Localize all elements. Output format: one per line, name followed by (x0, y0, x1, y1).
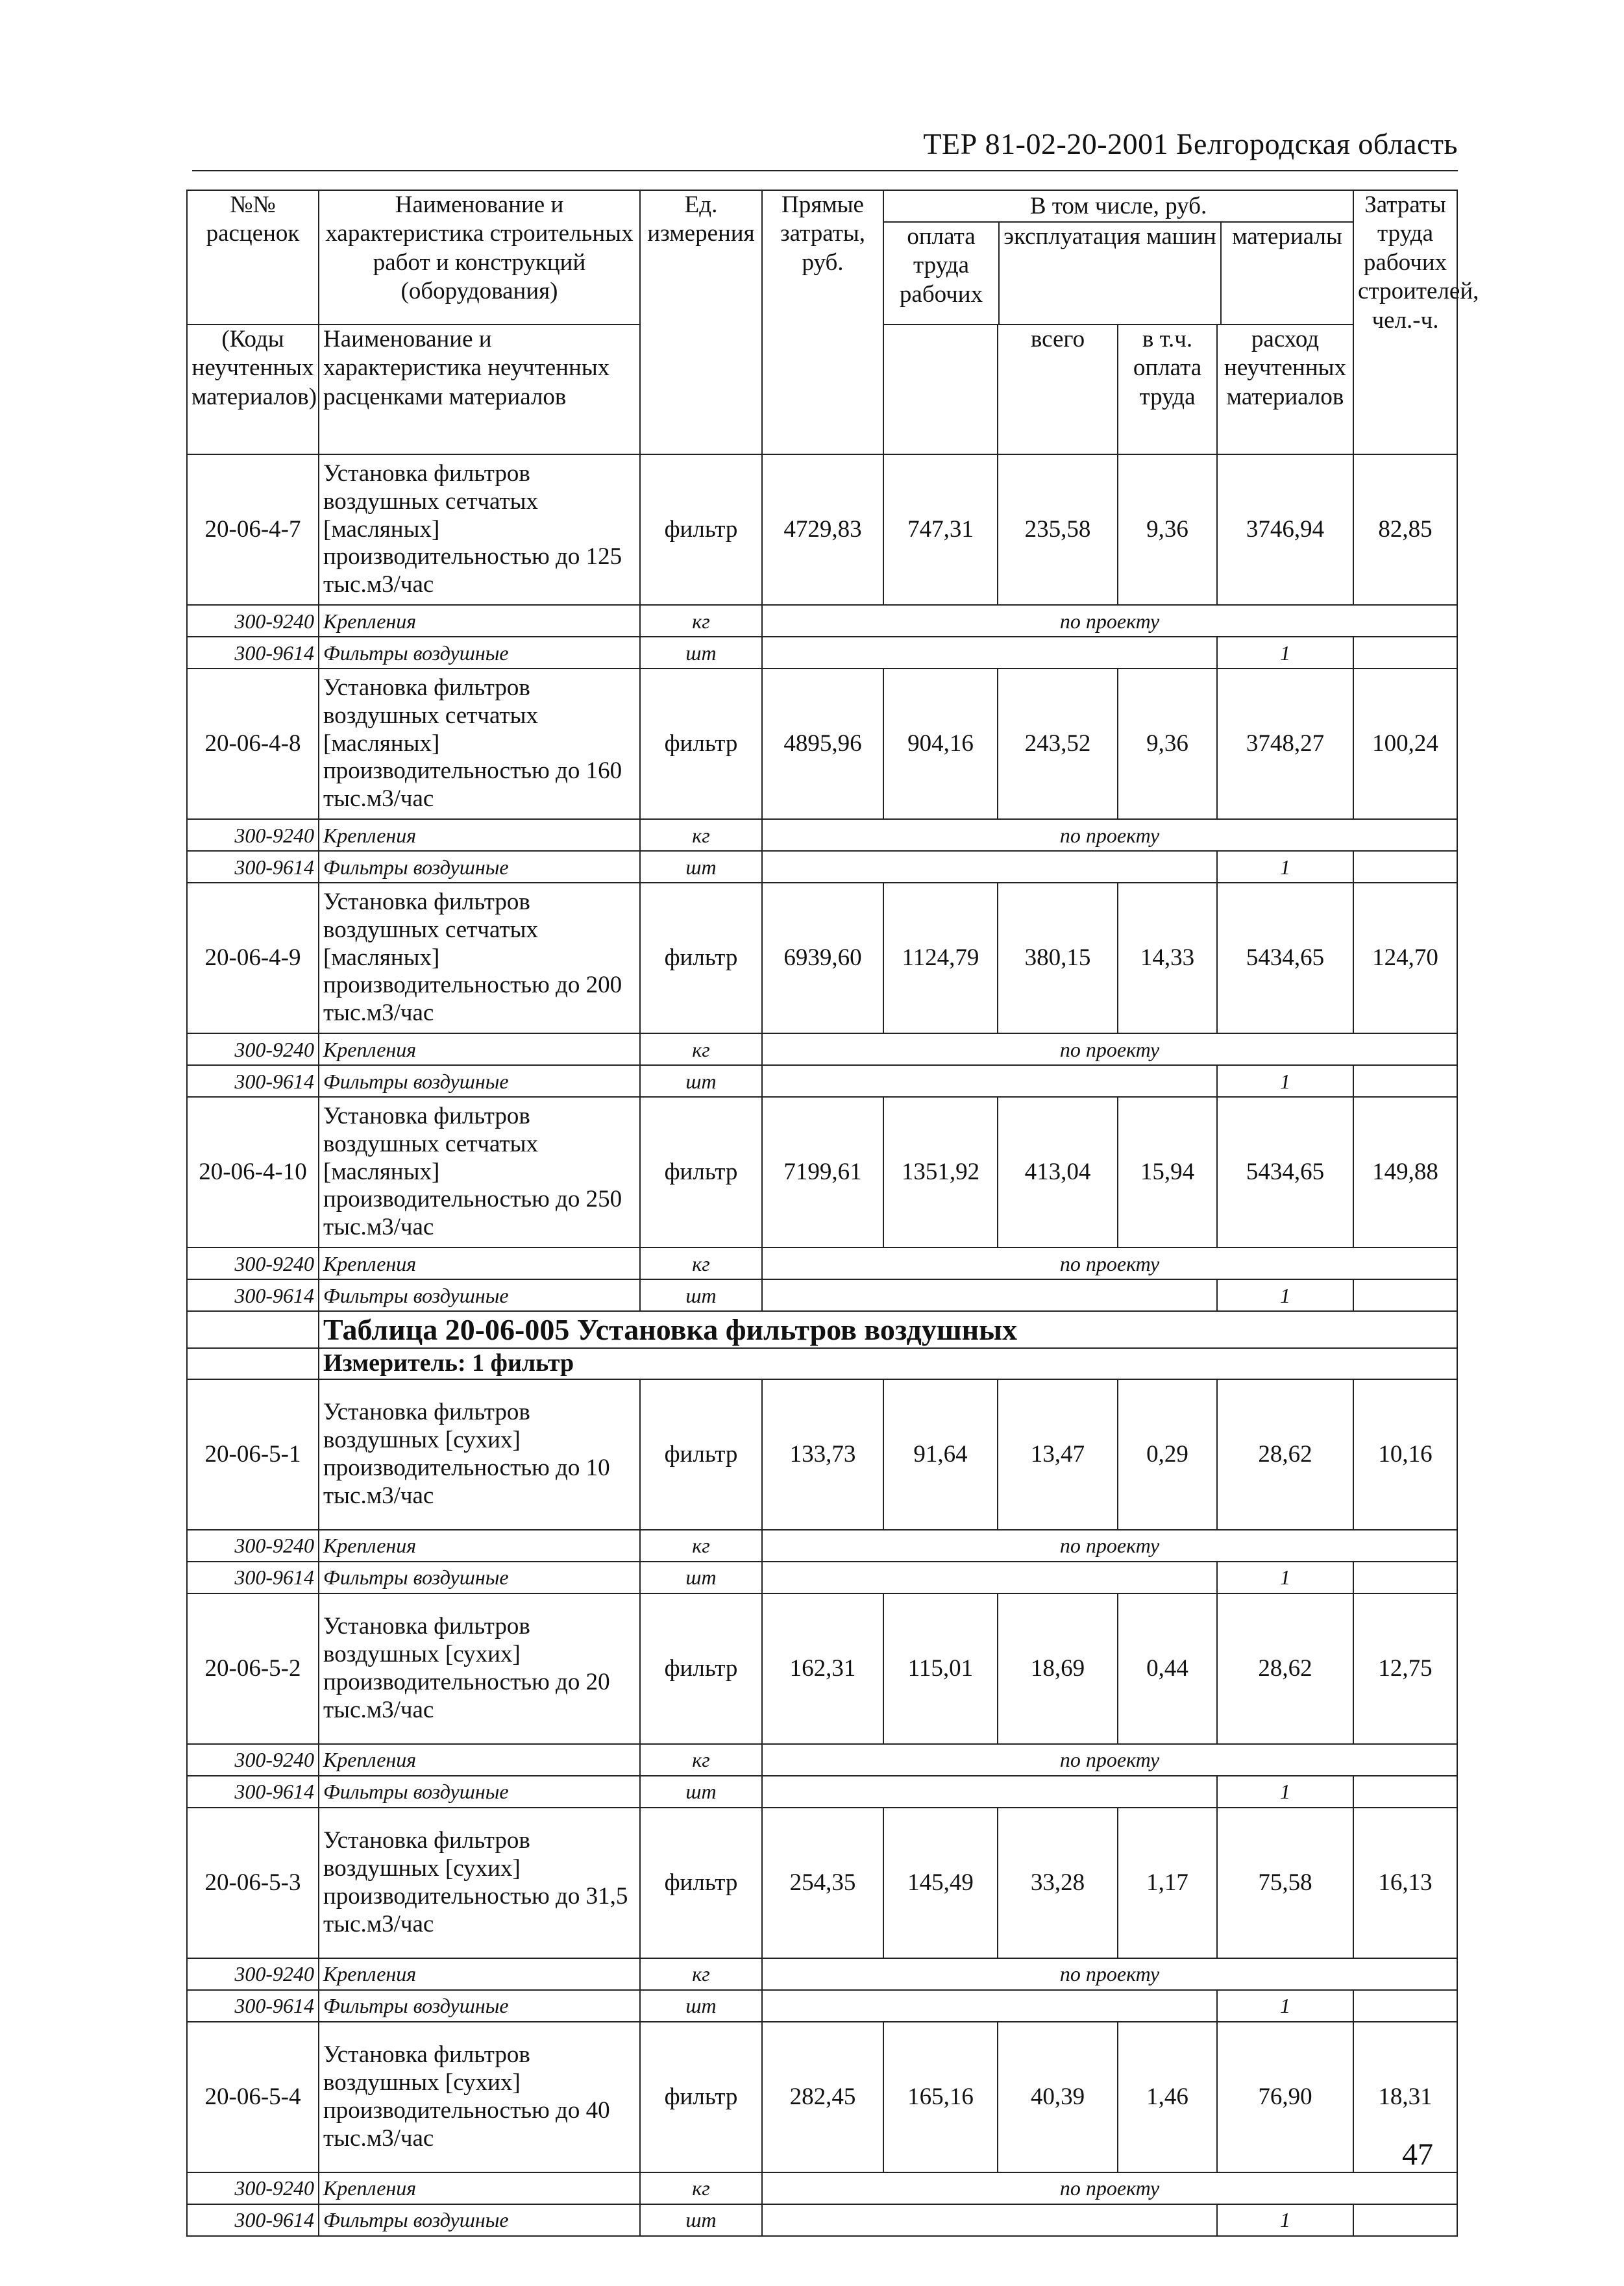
material-row (187, 1990, 1457, 2022)
material-value: 1 (1217, 1562, 1353, 1593)
material-value: по проекту (762, 2172, 1457, 2204)
col-header-code2: (Коды неучтенных материалов) (187, 325, 319, 454)
empty-cell (762, 1990, 1217, 2022)
material-name: Фильтры воздушные (319, 851, 640, 883)
unit: фильтр (640, 883, 762, 1033)
col-header-machines-pay: в т.ч. оплата труда (1118, 325, 1217, 454)
page-number: 47 (1402, 2137, 1433, 2172)
rate-code: 20-06-5-4 (187, 2022, 319, 2172)
rate-row (187, 883, 1457, 1033)
rate-code: 20-06-5-1 (187, 1379, 319, 1530)
material-unit: кг (640, 1033, 762, 1065)
rate-row (187, 1379, 1457, 1530)
table-title: Таблица 20-06-005 Установка фильтров воздушных (319, 1311, 1457, 1348)
labor-hours: 10,16 (1353, 1379, 1457, 1530)
col-header-direct: Прямые затраты, руб. (762, 190, 883, 454)
rate-row (187, 669, 1457, 819)
machines-labor: 9,36 (1118, 669, 1217, 819)
labor-pay: 145,49 (883, 1808, 998, 1958)
labor-pay: 1124,79 (883, 883, 998, 1033)
machines-total: 243,52 (998, 669, 1118, 819)
rate-code: 20-06-5-2 (187, 1593, 319, 1744)
machines-total: 413,04 (998, 1097, 1118, 1247)
col-header-name: Наименование и характеристика строительных работ и конструкций (оборудования) (319, 190, 640, 325)
machines-total: 13,47 (998, 1379, 1118, 1530)
table-measure: Измеритель: 1 фильтр (319, 1348, 1457, 1379)
labor-pay: 747,31 (883, 454, 998, 605)
material-unit: кг (640, 1744, 762, 1776)
material-code: 300-9240 (187, 1530, 319, 1562)
labor-pay: 1351,92 (883, 1097, 998, 1247)
machines-labor: 15,94 (1118, 1097, 1217, 1247)
empty-cell (762, 1776, 1217, 1808)
unit: фильтр (640, 2022, 762, 2172)
col-header-labor-cost: Затраты труда рабочих строителей, чел.-ч. (1353, 190, 1457, 454)
empty-cell (1353, 1990, 1457, 2022)
material-value: 1 (1217, 2204, 1353, 2236)
material-row (187, 1776, 1457, 1808)
rate-row (187, 2022, 1457, 2172)
material-value: по проекту (762, 605, 1457, 637)
material-code: 300-9240 (187, 1744, 319, 1776)
material-unit: шт (640, 851, 762, 883)
direct-cost: 162,31 (762, 1593, 883, 1744)
machines-total: 33,28 (998, 1808, 1118, 1958)
empty-cell (762, 2204, 1217, 2236)
material-value: 1 (1217, 637, 1353, 669)
materials: 5434,65 (1217, 883, 1353, 1033)
material-value: 1 (1217, 1776, 1353, 1808)
material-name: Крепления (319, 1033, 640, 1065)
material-name: Крепления (319, 605, 640, 637)
work-name: Установка фильтров воздушных [сухих] производительностью до 31,5 тыс.м3/час (319, 1808, 640, 1958)
work-name: Установка фильтров воздушных сетчатых [масляных] производительностью до 200 тыс.м3/час (319, 883, 640, 1033)
material-name: Крепления (319, 1958, 640, 1990)
machines-labor: 1,17 (1118, 1808, 1217, 1958)
material-row (187, 1744, 1457, 1776)
material-row (187, 1033, 1457, 1065)
material-name: Крепления (319, 819, 640, 851)
col-header-machines-total: всего (998, 325, 1118, 454)
material-row (187, 1247, 1457, 1279)
direct-cost: 282,45 (762, 2022, 883, 2172)
materials: 28,62 (1217, 1593, 1353, 1744)
work-name: Установка фильтров воздушных сетчатых [масляных] производительностью до 125 тыс.м3/час (319, 454, 640, 605)
material-name: Фильтры воздушные (319, 2204, 640, 2236)
machines-total: 235,58 (998, 454, 1118, 605)
material-value: 1 (1217, 1065, 1353, 1097)
material-code: 300-9240 (187, 2172, 319, 2204)
material-row (187, 1065, 1457, 1097)
unit: фильтр (640, 1379, 762, 1530)
labor-pay: 91,64 (883, 1379, 998, 1530)
material-row (187, 819, 1457, 851)
rate-code: 20-06-4-9 (187, 883, 319, 1033)
labor-hours: 100,24 (1353, 669, 1457, 819)
labor-hours: 16,13 (1353, 1808, 1457, 1958)
material-row (187, 1279, 1457, 1311)
direct-cost: 7199,61 (762, 1097, 883, 1247)
work-name: Установка фильтров воздушных [сухих] производительностью до 10 тыс.м3/час (319, 1379, 640, 1530)
empty-cell (762, 1065, 1217, 1097)
materials: 3746,94 (1217, 454, 1353, 605)
direct-cost: 4729,83 (762, 454, 883, 605)
rate-code: 20-06-5-3 (187, 1808, 319, 1958)
col-header-incl-group (883, 190, 1353, 325)
unit: фильтр (640, 1097, 762, 1247)
machines-labor: 0,44 (1118, 1593, 1217, 1744)
col-header-labor-pay: оплата труда рабочих (884, 223, 1000, 324)
material-unit: кг (640, 1530, 762, 1562)
col-header-unit: Ед. измерения (640, 190, 762, 454)
machines-labor: 14,33 (1118, 883, 1217, 1033)
material-code: 300-9614 (187, 1279, 319, 1311)
material-value: 1 (1217, 1990, 1353, 2022)
rate-row (187, 1097, 1457, 1247)
rate-row (187, 1808, 1457, 1958)
material-name: Фильтры воздушные (319, 1065, 640, 1097)
col-header-materials: материалы (1232, 223, 1342, 250)
material-unit: шт (640, 1562, 762, 1593)
material-name: Крепления (319, 1744, 640, 1776)
material-unit: шт (640, 1065, 762, 1097)
work-name: Установка фильтров воздушных [сухих] производительностью до 40 тыс.м3/час (319, 2022, 640, 2172)
material-unit: шт (640, 637, 762, 669)
machines-labor: 0,29 (1118, 1379, 1217, 1530)
material-value: 1 (1217, 851, 1353, 883)
empty-cell (1353, 1776, 1457, 1808)
material-value: по проекту (762, 1958, 1457, 1990)
material-code: 300-9614 (187, 637, 319, 669)
empty-cell (187, 1348, 319, 1379)
empty-cell (762, 637, 1217, 669)
work-name: Установка фильтров воздушных сетчатых [масляных] производительностью до 250 тыс.м3/час (319, 1097, 640, 1247)
material-value: по проекту (762, 1247, 1457, 1279)
material-code: 300-9614 (187, 1990, 319, 2022)
col-header-materials-use: расход неучтенных материалов (1217, 325, 1353, 454)
direct-cost: 6939,60 (762, 883, 883, 1033)
unit: фильтр (640, 454, 762, 605)
material-value: по проекту (762, 1530, 1457, 1562)
labor-hours: 124,70 (1353, 883, 1457, 1033)
labor-hours: 82,85 (1353, 454, 1457, 605)
material-unit: шт (640, 2204, 762, 2236)
empty-cell (762, 851, 1217, 883)
rate-row (187, 454, 1457, 605)
material-code: 300-9240 (187, 1033, 319, 1065)
material-unit: кг (640, 1958, 762, 1990)
material-unit: шт (640, 1776, 762, 1808)
labor-pay: 115,01 (883, 1593, 998, 1744)
material-value: по проекту (762, 819, 1457, 851)
machines-total: 380,15 (998, 883, 1118, 1033)
material-name: Фильтры воздушные (319, 1776, 640, 1808)
labor-hours: 18,31 (1353, 2022, 1457, 2172)
unit: фильтр (640, 1593, 762, 1744)
machines-labor: 9,36 (1118, 454, 1217, 605)
material-code: 300-9614 (187, 1065, 319, 1097)
material-value: по проекту (762, 1744, 1457, 1776)
rate-row (187, 1593, 1457, 1744)
col-header-code: №№ расценок (187, 190, 319, 325)
material-value: 1 (1217, 1279, 1353, 1311)
rate-code: 20-06-4-10 (187, 1097, 319, 1247)
empty-cell (1353, 1279, 1457, 1311)
material-row (187, 637, 1457, 669)
material-name: Фильтры воздушные (319, 637, 640, 669)
empty-cell (762, 1562, 1217, 1593)
rates-table (186, 190, 1479, 2237)
material-code: 300-9614 (187, 1776, 319, 1808)
materials: 76,90 (1217, 2022, 1353, 2172)
rate-code: 20-06-4-8 (187, 669, 319, 819)
col-header-name2: Наименование и характеристика неучтенных расценками материалов (319, 325, 640, 454)
material-code: 300-9614 (187, 1562, 319, 1593)
empty-cell (1353, 851, 1457, 883)
material-name: Фильтры воздушные (319, 1279, 640, 1311)
col-header-incl: В том числе, руб. (884, 191, 1353, 223)
material-unit: кг (640, 605, 762, 637)
materials: 5434,65 (1217, 1097, 1353, 1247)
material-row (187, 851, 1457, 883)
materials: 75,58 (1217, 1808, 1353, 1958)
material-name: Фильтры воздушные (319, 1562, 640, 1593)
direct-cost: 133,73 (762, 1379, 883, 1530)
labor-hours: 12,75 (1353, 1593, 1457, 1744)
material-name: Крепления (319, 2172, 640, 2204)
material-code: 300-9240 (187, 819, 319, 851)
labor-pay: 904,16 (883, 669, 998, 819)
material-row (187, 2172, 1457, 2204)
empty-cell (1353, 637, 1457, 669)
col-header-machines: эксплуатация машин (1000, 223, 1222, 324)
work-name: Установка фильтров воздушных сетчатых [масляных] производительностью до 160 тыс.м3/час (319, 669, 640, 819)
empty-cell (187, 1311, 319, 1348)
unit: фильтр (640, 1808, 762, 1958)
direct-cost: 254,35 (762, 1808, 883, 1958)
table-title-row (187, 1311, 1457, 1348)
empty-cell (1353, 1562, 1457, 1593)
rate-code: 20-06-4-7 (187, 454, 319, 605)
labor-pay: 165,16 (883, 2022, 998, 2172)
material-row (187, 1958, 1457, 1990)
direct-cost: 4895,96 (762, 669, 883, 819)
machines-total: 18,69 (998, 1593, 1118, 1744)
empty-cell (762, 1279, 1217, 1311)
material-row (187, 1530, 1457, 1562)
material-code: 300-9240 (187, 1958, 319, 1990)
machines-labor: 1,46 (1118, 2022, 1217, 2172)
unit: фильтр (640, 669, 762, 819)
material-code: 300-9614 (187, 851, 319, 883)
materials: 3748,27 (1217, 669, 1353, 819)
material-row (187, 2204, 1457, 2236)
table-measure-row (187, 1348, 1457, 1379)
material-unit: кг (640, 2172, 762, 2204)
labor-hours: 149,88 (1353, 1097, 1457, 1247)
material-name: Крепления (319, 1247, 640, 1279)
material-unit: шт (640, 1990, 762, 2022)
empty-cell (1353, 2204, 1457, 2236)
material-row (187, 605, 1457, 637)
material-code: 300-9240 (187, 1247, 319, 1279)
work-name: Установка фильтров воздушных [сухих] производительностью до 20 тыс.м3/час (319, 1593, 640, 1744)
materials: 28,62 (1217, 1379, 1353, 1530)
material-name: Крепления (319, 1530, 640, 1562)
material-unit: шт (640, 1279, 762, 1311)
material-name: Фильтры воздушные (319, 1990, 640, 2022)
material-code: 300-9614 (187, 2204, 319, 2236)
page-header: ТЕР 81-02-20-2001 Белгородская область (923, 127, 1458, 160)
material-unit: кг (640, 819, 762, 851)
col-header-blank (883, 325, 998, 454)
material-row (187, 1562, 1457, 1593)
empty-cell (1353, 1065, 1457, 1097)
machines-total: 40,39 (998, 2022, 1118, 2172)
material-value: по проекту (762, 1033, 1457, 1065)
material-unit: кг (640, 1247, 762, 1279)
material-code: 300-9240 (187, 605, 319, 637)
header-rule (192, 170, 1458, 171)
